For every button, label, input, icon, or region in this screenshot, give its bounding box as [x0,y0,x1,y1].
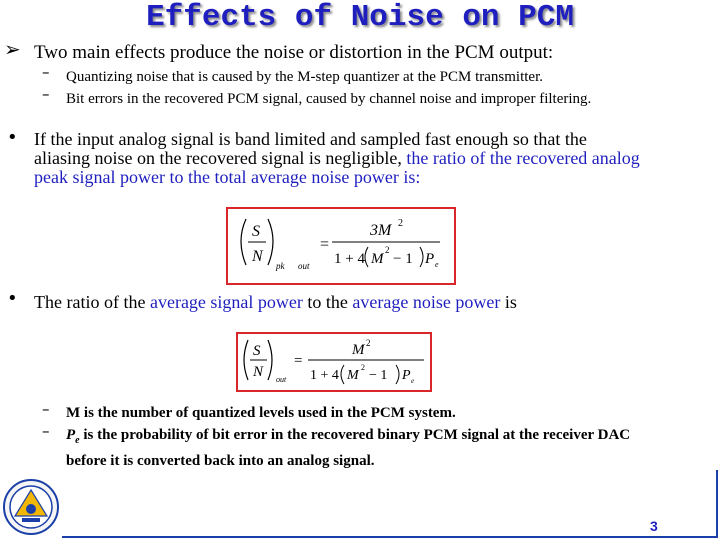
bullet-icon: • [7,127,18,148]
formula1-N: N [252,248,263,265]
bullet1-line2-blue: the ratio of the recovered analog [406,148,640,168]
formula1-S: S [252,223,260,240]
formula2-box [236,332,432,392]
formula2-sup: 2 [366,338,371,348]
university-seal-icon [2,478,60,536]
note-2-pe-sub: e [75,435,80,446]
formula2-denom-c: − 1 [369,368,388,383]
formula2-sup-2: 2 [361,363,365,372]
bullet1-line2 [34,149,714,168]
bullet2-paragraph [34,293,517,312]
slide-title: Effects of Noise on PCM [146,0,574,35]
formula1-sub-out: out [298,261,310,271]
formula2-N: N [253,364,264,380]
bullet1-line2-black: aliasing noise on the recovered signal is negligible, [34,148,407,168]
formula1-denom-d: P [425,251,435,267]
bullet2-black3: is [500,292,517,312]
dash-icon: – [42,63,50,81]
note-2-rest: is the probability of bit error in the recovered binary PCM signal at the receiver DAC [79,427,631,443]
arrow-right-icon: ➢ [4,37,21,61]
note-2 [66,425,716,471]
page-number: 3 [650,518,658,534]
formula2-denom-a: 1 + 4 [310,368,339,383]
intro-text: Two main effects produce the noise or distortion in the PCM output: [34,42,554,63]
note-2-pe: P [66,427,76,443]
formula2-eq: = [294,353,303,369]
note-1-text: M is the number of quantized levels used in the PCM system. [66,405,456,421]
formula2-denom-d: P [402,368,411,383]
bullet2-blue1: average signal power [149,292,303,312]
dash-icon: – [42,422,50,440]
formula1-denom-b: M [371,251,384,267]
dash-icon: – [42,400,50,418]
bullet-icon: • [7,288,18,309]
formula1-box [226,207,456,285]
bullet1-paragraph [34,130,714,187]
formula2-numerator: M [352,342,365,358]
formula1-denom-a: 1 + 4 [334,251,365,267]
formula2-denom-b: M [347,368,359,383]
note-1 [66,403,456,423]
formula2-svg [238,334,430,390]
note-2-line2: before it is converted back into an analog signal. [66,453,375,469]
dash-icon: – [42,85,50,103]
footer-side-rule [716,470,718,538]
formula1-denom-c: − 1 [393,251,413,267]
formula1-sub-e: e [435,260,439,269]
formula2-sub-e: e [411,377,415,385]
formula2-S: S [253,343,261,359]
formula1-eq: = [320,236,330,253]
bullet2-black2: to the [302,292,353,312]
bullet1-line3: peak signal power to the total average noise power is: [34,167,421,187]
bullet2-black1: The ratio of the [34,292,150,312]
formula1-numerator: 3M [370,222,392,239]
formula1-sup: 2 [398,218,403,229]
sub-item-2: Bit errors in the recovered PCM signal, caused by channel noise and improper filtering. [66,91,592,107]
formula1-svg [228,209,454,283]
formula1-sup-2: 2 [385,245,390,255]
sub-item-1: Quantizing noise that is caused by the M-step quantizer at the PCM transmitter. [66,69,543,85]
formula2-sub-out: out [276,375,287,384]
bullet2-blue2: average noise power [352,292,501,312]
bullet1-line1: If the input analog signal is band limited and sampled fast enough so that the [34,129,587,149]
formula1-sub-pk: pk [276,261,285,271]
footer-rule [62,536,718,538]
